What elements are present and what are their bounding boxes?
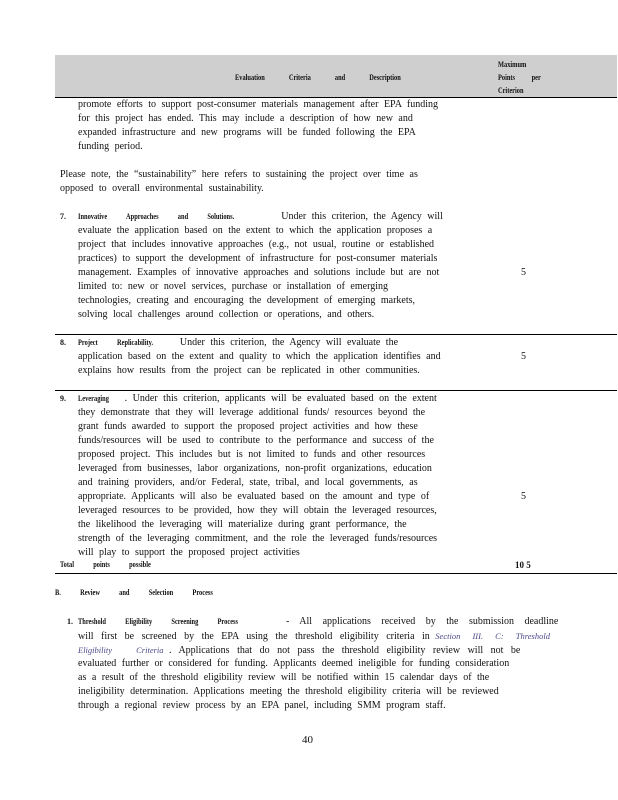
text-line: as a result of the threshold eligibility review will be notified within 15 calendar days of the: [78, 672, 490, 683]
sustainability-note: [60, 168, 418, 196]
text-line: ineligibility determination. Applications meeting the threshold eligibility criteria will be reviewed: [78, 686, 499, 697]
text-line: leveraged resources to be provided, how they will obtain the leveraged resources,: [78, 505, 437, 516]
criterion-points: 5: [521, 267, 526, 278]
text-line: [60, 210, 443, 224]
header-max-points: [498, 58, 541, 97]
text-line: through a regional review process by an EPA panel, including SMM program staff.: [78, 700, 446, 711]
text-line: Please note, the “sustainability” here refers to sustaining the project over time as: [60, 169, 418, 180]
text-line: project that includes innovative approaches (e.g., not usual, routine or established: [78, 239, 435, 250]
criterion-number: 7.: [60, 212, 66, 221]
text-line: solving local challenges around collection or operations, and others.: [78, 309, 375, 320]
total-label: Total points possible: [60, 560, 151, 569]
divider: [55, 334, 617, 335]
text-line: [60, 392, 437, 406]
criterion-7: [60, 210, 526, 322]
section-reference: Eligibility Criteria: [78, 645, 164, 655]
text-line: grant funds awarded to support the proposed project activities and how these: [78, 421, 418, 432]
text-line: funding period.: [78, 141, 143, 152]
divider: [55, 390, 617, 391]
page-number: 40: [302, 734, 313, 746]
text-line: technologies, creating and encouraging the development of emerging markets,: [78, 295, 416, 306]
text-line: the likelihood the leveraging will materialize during grant performance, the: [78, 519, 407, 530]
criterion-points: 5: [521, 351, 526, 362]
text-line: proposed project. This includes but is not limited to funds and other resources: [78, 449, 426, 460]
divider: [55, 573, 617, 574]
text-line: evaluate the application based on the extent to which the application proposes a: [78, 225, 433, 236]
text-line: promote efforts to support post-consumer materials management after EPA funding: [78, 99, 438, 110]
header-max-line: Criterion: [498, 85, 524, 95]
header-max-line: Points per: [498, 72, 541, 82]
header-title: Evaluation Criteria and Description: [235, 72, 401, 82]
text-line: - All applications received by the submission deadline: [286, 616, 559, 627]
text-line: expanded infrastructure and new programs will be funded following the EPA: [78, 127, 416, 138]
text-line: practices) to support the development of infrastructure for post-consumer materials: [78, 253, 438, 264]
section-reference: Section III. C: Threshold: [435, 631, 550, 641]
text-line: [60, 336, 441, 350]
criterion-9: [60, 392, 526, 560]
criterion-number: 8.: [60, 338, 66, 347]
text-line: limited to: new or novel services, purchase or installation of emerging: [78, 281, 389, 292]
criterion-heading: Leveraging: [78, 394, 109, 403]
threshold-eligibility-item: [67, 615, 559, 713]
text-line: leveraged from businesses, labor organizations, non-profit organizations, education: [78, 463, 432, 474]
text-line: explains how results from the project can be replicated in other communities.: [78, 365, 420, 376]
item-heading: Threshold Eligibility Screening Process: [78, 617, 239, 626]
text-line: funds/resources will be used to contribute to the performance and success of the: [78, 435, 434, 446]
text-line: opposed to overall environmental sustainability.: [60, 183, 264, 194]
criterion-text: Under this criterion, the Agency will evaluate the: [179, 337, 399, 348]
continuation-paragraph: [78, 98, 438, 154]
text-line: will play to support the proposed project activities: [78, 547, 300, 558]
text-line: they demonstrate that they will leverage additional funds/ resources beyond the: [78, 407, 426, 418]
text-line: appropriate. Applicants will also be evaluated based on the amount and type of: [78, 491, 430, 502]
text-line: will first be screened by the EPA using the threshold eligibility criteria in: [78, 631, 430, 642]
criterion-number: 9.: [60, 394, 66, 403]
text-line: and training providers, and/or Federal, state, tribal, and local governments, as: [78, 477, 418, 488]
criterion-text: . Under this criterion, applicants will be evaluated based on the extent: [124, 393, 437, 404]
criterion-text: Under this criterion, the Agency will: [281, 211, 443, 222]
text-line: application based on the extent and quality to which the application identifies and: [78, 351, 441, 362]
text-line: for this project has ended. This may include a description of how new and: [78, 113, 413, 124]
criterion-8: [60, 336, 526, 378]
criterion-points: 5: [521, 491, 526, 502]
criterion-heading: Innovative Approaches and Solutions.: [78, 212, 235, 221]
section-b-title: B. Review and Selection Process: [55, 588, 213, 597]
text-line: strength of the leveraging commitment, and the role the leveraged funds/resources: [78, 533, 438, 544]
header-max-line: Maximum: [498, 59, 527, 69]
text-line: evaluated further or considered for funding. Applicants deemed ineligible for funding consideration: [78, 658, 510, 669]
criterion-heading: Project Replicability.: [78, 338, 154, 347]
item-number: 1.: [67, 617, 73, 626]
text-line: . Applications that do not pass the threshold eligibility review will not be: [169, 645, 521, 656]
table-header: [55, 55, 617, 98]
total-value: 10 5: [515, 560, 531, 570]
text-line: management. Examples of innovative approaches and solutions include but are not: [78, 267, 440, 278]
